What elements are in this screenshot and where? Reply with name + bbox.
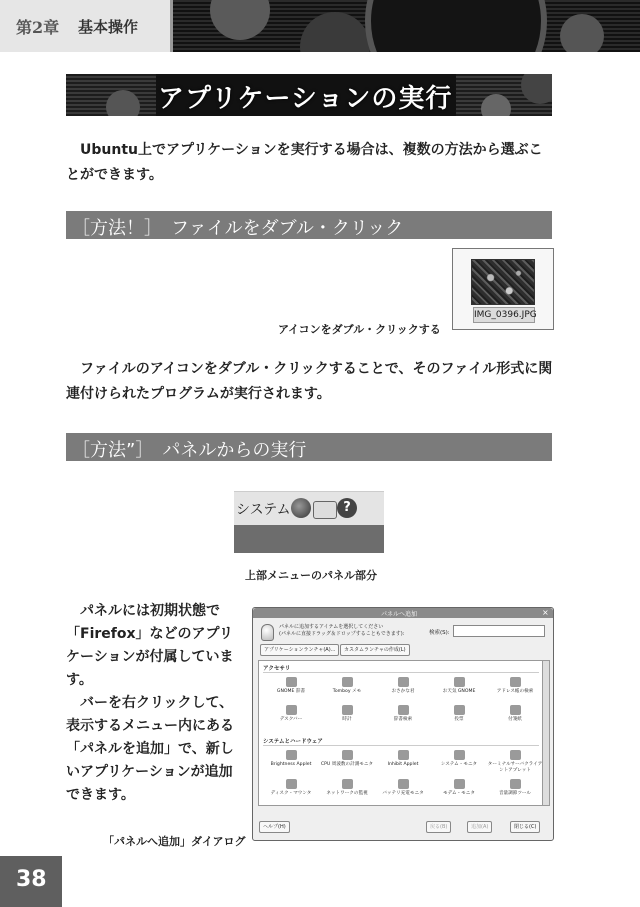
paragraph-line: バーを右クリックして、表示するメニュー内にある「パネルを追加」で、新しいアプリケーションが追加できます。 — [66, 695, 234, 803]
list-item[interactable]: 辞書検索 — [375, 705, 431, 723]
figure-caption: 上部メニューのパネル部分 — [245, 569, 377, 582]
list-item[interactable]: Tomboy メモ — [319, 677, 375, 695]
file-name-label: IMG_0396.JPG — [473, 307, 535, 323]
clock-icon — [342, 705, 353, 715]
firefox-icon[interactable] — [291, 498, 311, 518]
section-accessories: アクセサリ — [263, 666, 291, 672]
applet-list[interactable] — [258, 660, 544, 806]
mail-icon[interactable] — [313, 501, 337, 519]
search-label: 検索(S): — [429, 630, 450, 636]
list-item[interactable]: ネットワークの監視 — [319, 779, 375, 797]
lightbulb-icon — [261, 624, 274, 641]
section-system-hardware: システムとハードウェア — [263, 739, 323, 745]
chapter-label: 第2章 — [16, 18, 60, 37]
page-number: 38 — [16, 867, 47, 892]
list-item[interactable]: システム・モニタ — [431, 750, 487, 768]
close-icon[interactable]: × — [542, 608, 549, 617]
list-item[interactable]: 投票 — [431, 705, 487, 723]
applet-icon — [286, 705, 297, 715]
desktop-area — [234, 525, 384, 553]
list-item[interactable]: バッテリ充電モニタ — [375, 779, 431, 797]
application-launcher-button[interactable]: アプリケーションランチャ(A)... — [260, 644, 339, 656]
panel-screenshot — [234, 491, 384, 553]
scrollbar[interactable] — [542, 660, 550, 806]
list-item[interactable]: おさかな君 — [375, 677, 431, 695]
add-button[interactable]: 追加(A) — [467, 821, 492, 833]
list-item[interactable]: ディスク・マウンタ — [263, 779, 319, 797]
applet-icon — [510, 677, 521, 687]
back-button[interactable]: 戻る(B) — [426, 821, 451, 833]
method1-paragraph: ファイルのアイコンをダブル・クリックすることで、そのファイル形式に関連付けられたプログラムが実行されます。 — [66, 361, 553, 402]
figure-caption: アイコンをダブル・クリックする — [278, 323, 441, 336]
add-to-panel-dialog — [252, 607, 554, 841]
applet-icon — [342, 677, 353, 687]
list-item[interactable]: ターミナルサーバクライアントアプレット — [487, 750, 543, 774]
applet-icon — [398, 705, 409, 715]
image-file-icon[interactable] — [471, 259, 535, 305]
custom-launcher-button[interactable]: カスタムランチャの作成(L) — [340, 644, 410, 656]
list-item[interactable]: モデム・モニタ — [431, 779, 487, 797]
applet-icon — [454, 705, 465, 715]
applet-icon — [454, 677, 465, 687]
close-button[interactable]: 閉じる(C) — [510, 821, 540, 833]
applet-icon — [510, 750, 521, 760]
applet-icon — [398, 750, 409, 760]
dialog-description: パネルに追加するアイテムを選択してください — [279, 624, 384, 630]
list-item[interactable]: Inhibit Applet — [375, 750, 431, 768]
list-item[interactable]: 時計 — [319, 705, 375, 723]
dialog-titlebar — [253, 608, 553, 618]
chapter-title: 基本操作 — [78, 18, 139, 36]
file-icon-screenshot — [452, 248, 554, 330]
applet-icon — [454, 779, 465, 789]
applet-icon — [454, 750, 465, 760]
list-item[interactable]: 付箋紙 — [487, 705, 543, 723]
help-icon[interactable]: ? — [337, 498, 357, 518]
list-item[interactable]: デスクバー — [263, 705, 319, 723]
list-item[interactable]: Brightness Applet — [263, 750, 319, 768]
applet-icon — [286, 677, 297, 687]
system-menu[interactable]: システム — [236, 502, 291, 518]
applet-icon — [286, 750, 297, 760]
search-input[interactable] — [453, 625, 545, 637]
section-title: アプリケーションの実行 — [158, 84, 453, 114]
method2-heading: ［方法”］ パネルからの実行 — [72, 440, 307, 461]
list-item[interactable]: アドレス帳の検索 — [487, 677, 543, 695]
figure-caption: 「パネルへ追加」ダイアログ — [103, 835, 246, 848]
dialog-title: パネルへ追加 — [381, 611, 418, 618]
paragraph-line: パネルには初期状態で「Firefox」などのアプリケーションが付属しています。 — [66, 603, 234, 688]
method2-paragraph — [66, 600, 246, 807]
applet-icon — [286, 779, 297, 789]
applet-icon — [342, 779, 353, 789]
dialog-description: (パネルに直接ドラッグ＆ドロップすることもできます): — [279, 631, 405, 637]
intro-paragraph: Ubuntu上でアプリケーションを実行する場合は、複数の方法から選ぶことができます。 — [66, 142, 543, 183]
applet-icon — [342, 750, 353, 760]
applet-icon — [510, 705, 521, 715]
help-button[interactable]: ヘルプ(H) — [259, 821, 290, 833]
method1-heading: ［方法！］ ファイルをダブル・クリック — [72, 218, 404, 239]
applet-icon — [510, 779, 521, 789]
top-panel[interactable] — [234, 491, 384, 526]
list-item[interactable]: 音量調節ツール — [487, 779, 543, 797]
list-item[interactable]: CPU 周波数の計測モニタ — [319, 750, 375, 768]
applet-icon — [398, 677, 409, 687]
list-item[interactable]: お天気 GNOME — [431, 677, 487, 695]
list-item[interactable]: GNOME 辞書 — [263, 677, 319, 695]
applet-icon — [398, 779, 409, 789]
